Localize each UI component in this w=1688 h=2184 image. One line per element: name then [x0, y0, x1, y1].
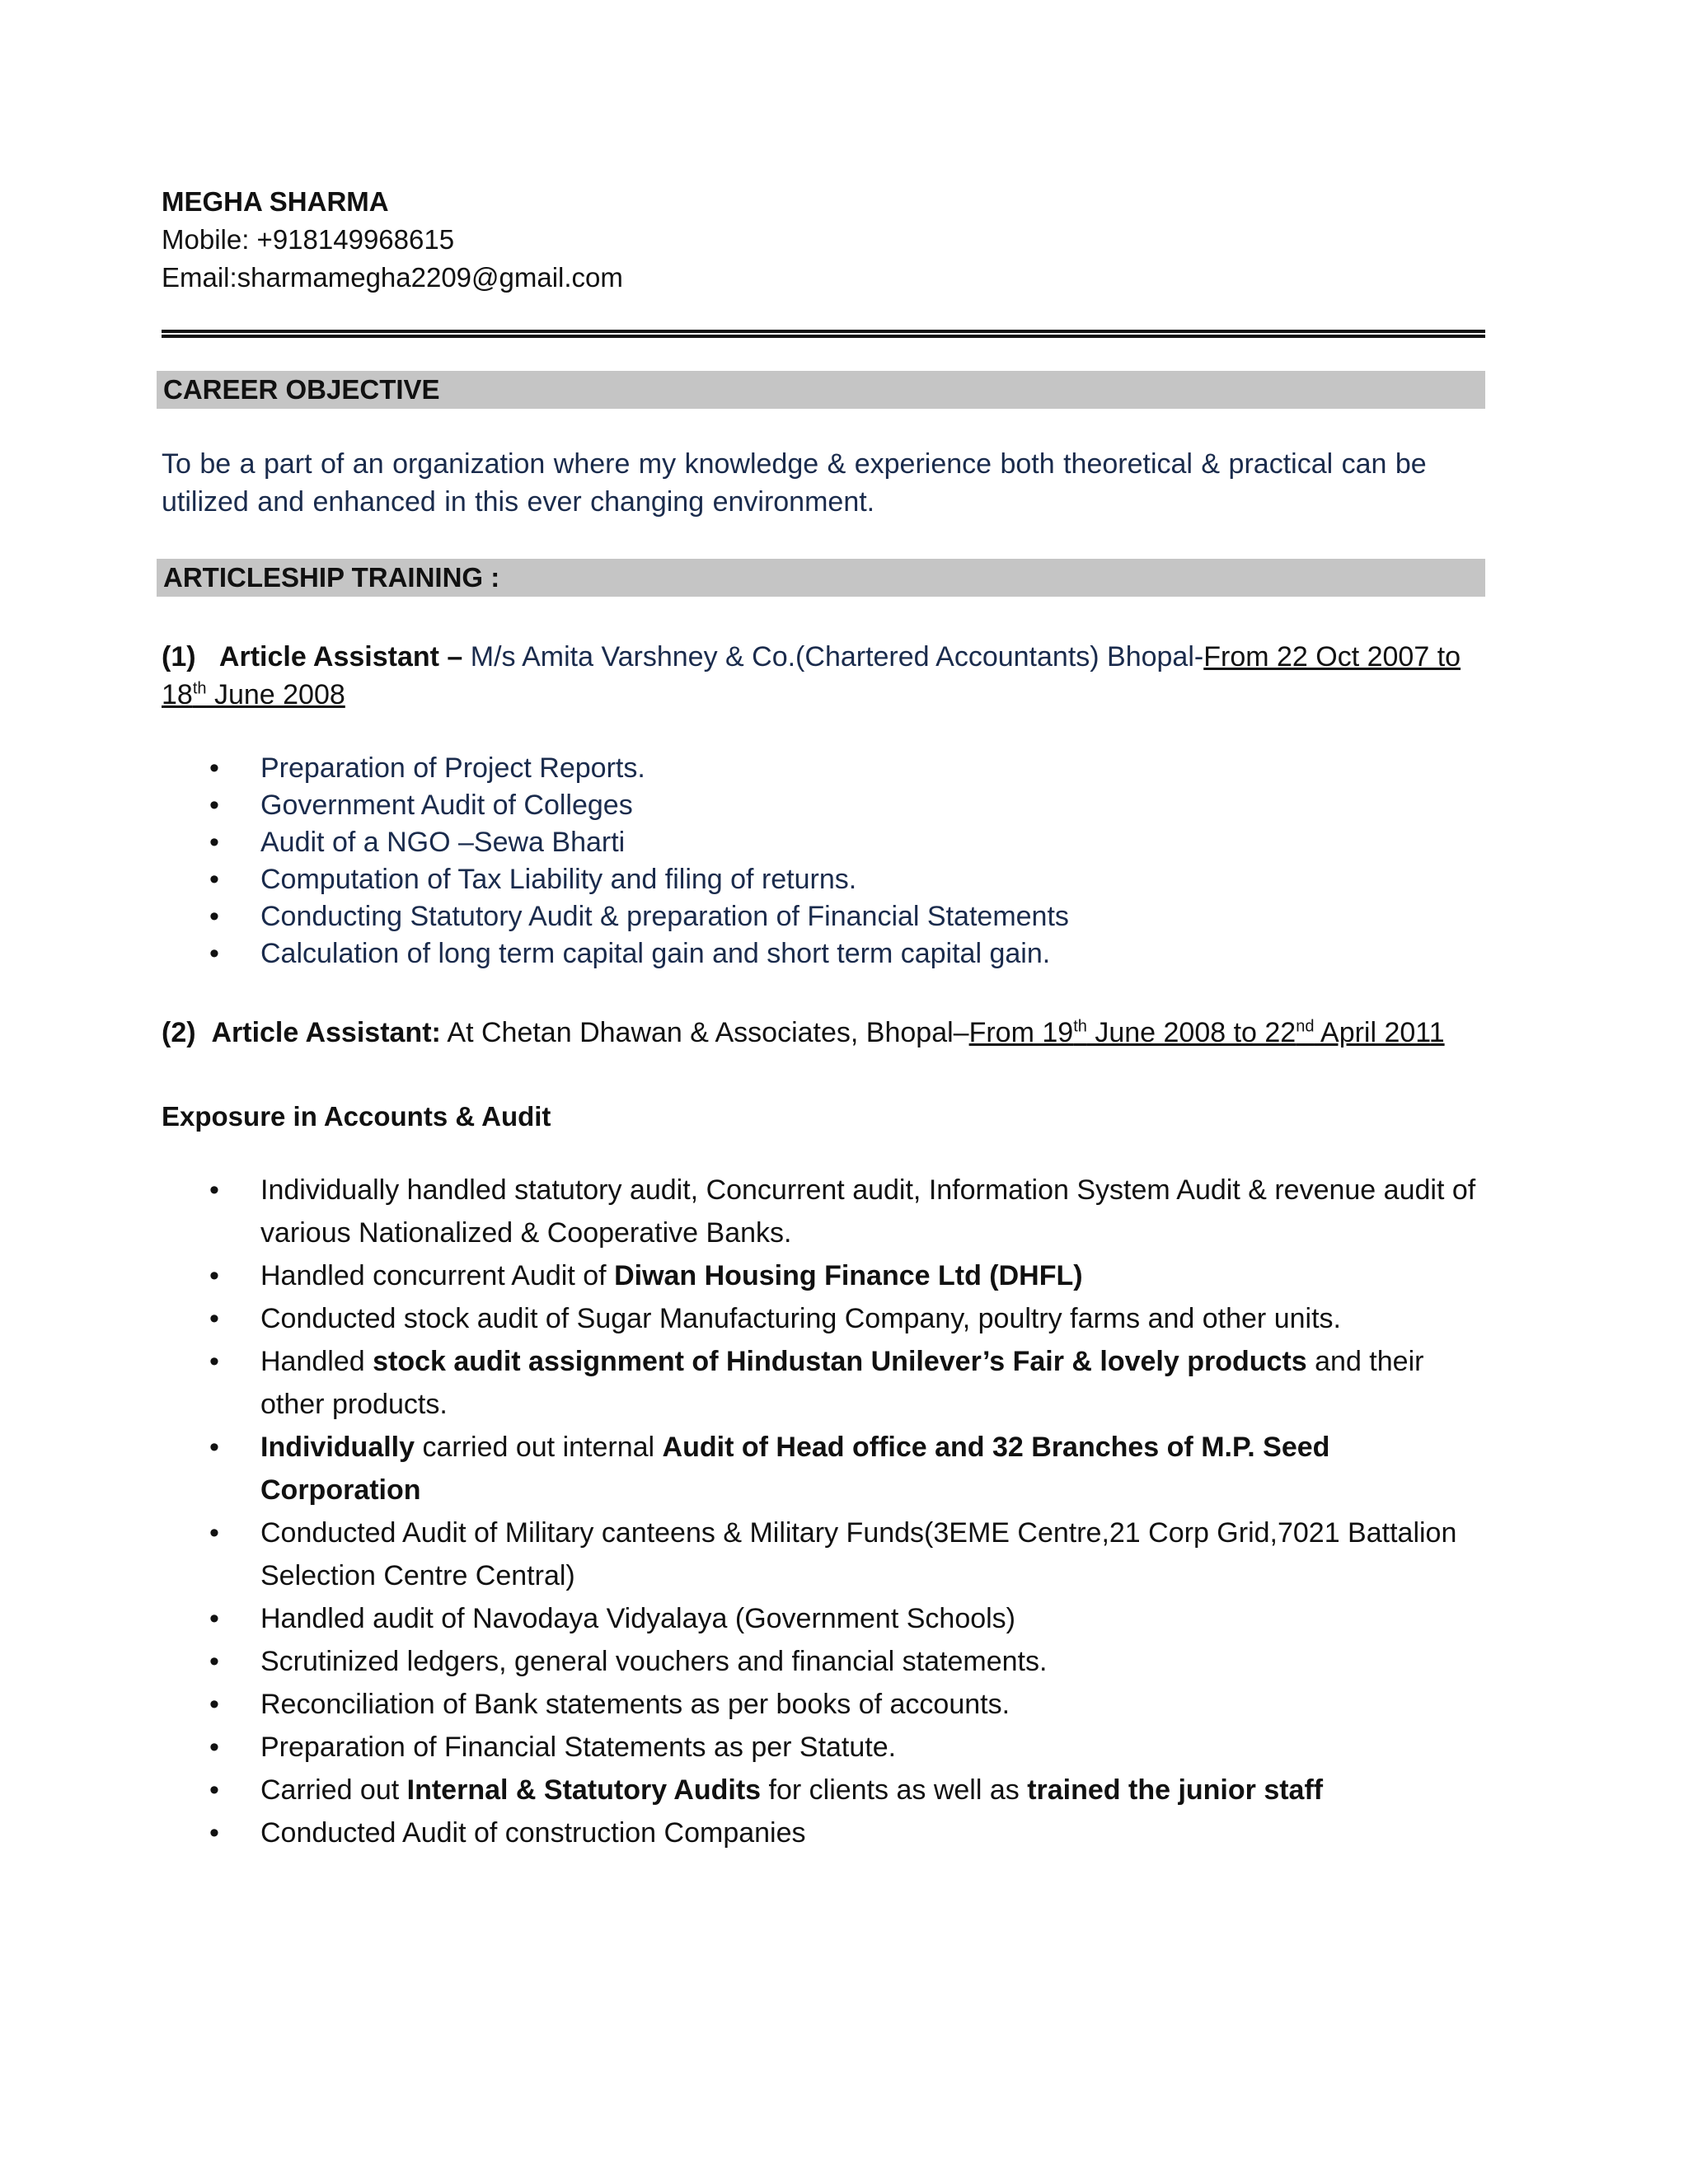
list-item [162, 1640, 1485, 1683]
articleship-entry-2 [162, 1014, 1485, 1052]
bullet-icon: • [209, 1646, 219, 1677]
bullet-icon: • [209, 1689, 219, 1720]
list-item-text: carried out internal [415, 1432, 663, 1463]
entry-organization: At Chetan Dhawan & Associates, Bhopal– [440, 1017, 969, 1048]
period-end: April 2011 [1314, 1017, 1445, 1048]
list-item-text: Computation of Tax Liability and filing of returns. [260, 864, 857, 895]
bullet-icon: • [209, 1517, 219, 1549]
period-ordinal: th [192, 679, 207, 698]
entry-role: Article Assistant: [211, 1017, 441, 1048]
list-item-text: Audit of Head office and 32 Branches of M.P. Seed Corporation [260, 1432, 1330, 1506]
list-item-text: Reconciliation of Bank statements as per books of accounts. [260, 1689, 1010, 1720]
bullet-icon: • [209, 1732, 219, 1763]
bullet-icon: • [209, 1174, 219, 1206]
list-item-text: for clients as well as [761, 1774, 1028, 1806]
period-end: June 2008 [206, 679, 345, 710]
mobile-number: Mobile: +918149968615 [162, 224, 455, 255]
bullet-icon: • [209, 1603, 219, 1634]
bullet-icon: • [209, 827, 219, 858]
list-item [162, 824, 1485, 861]
career-objective-heading: CAREER OBJECTIVE [157, 371, 1485, 409]
list-item [162, 898, 1485, 935]
list-item-text: Scrutinized ledgers, general vouchers and financial statements. [260, 1646, 1048, 1677]
period-start: From 19 [968, 1017, 1074, 1048]
list-item-text: Handled audit of Navodaya Vidyalaya (Government Schools) [260, 1603, 1016, 1634]
email-address: Email:sharmamegha2209@gmail.com [162, 262, 623, 293]
candidate-name: MEGHA SHARMA [162, 186, 389, 217]
bullet-icon: • [209, 901, 219, 932]
bullet-icon: • [209, 1817, 219, 1849]
bullet-icon: • [209, 1432, 219, 1463]
list-item-text: Conducted Audit of construction Companies [260, 1817, 806, 1849]
bullet-icon: • [209, 864, 219, 895]
bullet-icon: • [209, 1774, 219, 1806]
list-item [162, 1769, 1485, 1811]
list-item [162, 1340, 1485, 1426]
list-item-text: Conducted Audit of Military canteens & Military Funds(3EME Centre,21 Corp Grid,7021 Battalion Selection Centre Central) [260, 1517, 1457, 1591]
list-item [162, 750, 1485, 787]
list-item [162, 935, 1485, 972]
list-item-text: Handled [260, 1346, 373, 1377]
articleship-heading: ARTICLESHIP TRAINING : [157, 559, 1485, 597]
bullet-icon: • [209, 1260, 219, 1291]
list-item [162, 1811, 1485, 1854]
period-start: From 22 Oct 2007 to 18 [162, 641, 1461, 710]
list-item [162, 1254, 1485, 1297]
list-item-text: and their other products. [260, 1346, 1424, 1420]
list-item-text: Preparation of Financial Statements as per Statute. [260, 1732, 897, 1763]
entry-organization: M/s Amita Varshney & Co.(Chartered Accountants) Bhopal- [462, 641, 1204, 673]
list-item-text: stock audit assignment of Hindustan Unilever’s Fair & lovely products [373, 1346, 1307, 1377]
bullet-icon: • [209, 752, 219, 784]
list-item [162, 861, 1485, 898]
period-ordinal: th [1073, 1017, 1087, 1036]
list-item-text: Conducted stock audit of Sugar Manufacturing Company, poultry farms and other units. [260, 1303, 1341, 1334]
entry-role: Article Assistant – [218, 641, 463, 673]
list-item-text: Calculation of long term capital gain and short term capital gain. [260, 938, 1051, 969]
bullet-icon: • [209, 1346, 219, 1377]
list-item-text: Conducting Statutory Audit & preparation of Financial Statements [260, 901, 1069, 932]
list-item [162, 1297, 1485, 1340]
list-item-text: Diwan Housing Finance Ltd (DHFL) [614, 1260, 1083, 1291]
career-objective-text: To be a part of an organization where my knowledge & experience both theoretical & practical can be utilized and enhanced in this ever changing environment. [162, 448, 1427, 518]
list-item [162, 1726, 1485, 1769]
list-item [162, 1426, 1485, 1511]
list-item [162, 1683, 1485, 1726]
entry-number: (1) [162, 641, 196, 673]
list-item-text: Internal & Statutory Audits [406, 1774, 762, 1806]
list-item-text: Carried out [260, 1774, 407, 1806]
bullet-icon: • [209, 938, 219, 969]
header-divider [162, 330, 1485, 338]
list-item-text: Preparation of Project Reports. [260, 752, 645, 784]
entry-number: (2) [162, 1017, 196, 1048]
list-item [162, 1597, 1485, 1640]
resume-content [162, 183, 1485, 1854]
period-middle: June 2008 to 22 [1086, 1017, 1296, 1048]
list-item [162, 1169, 1485, 1254]
entry-period [969, 1017, 1445, 1048]
bullet-icon: • [209, 1303, 219, 1334]
list-item [162, 787, 1485, 824]
bullet-icon: • [209, 790, 219, 821]
exposure-heading: Exposure in Accounts & Audit [162, 1101, 551, 1132]
list-item-text: Government Audit of Colleges [260, 790, 633, 821]
list-item [162, 1511, 1485, 1597]
entry-1-task-list [162, 750, 1485, 972]
list-item-text: Audit of a NGO –Sewa Bharti [260, 827, 626, 858]
list-item-text: Individually handled statutory audit, Concurrent audit, Information System Audit & revenue audit of various Nationalized & Cooperative Banks. [260, 1174, 1476, 1249]
articleship-entry-1 [162, 638, 1485, 714]
list-item-text: trained the junior staff [1027, 1774, 1324, 1806]
exposure-list [162, 1169, 1485, 1854]
period-ordinal: nd [1296, 1017, 1315, 1036]
list-item-text: Handled concurrent Audit of [260, 1260, 615, 1291]
list-item-text: Individually [260, 1432, 415, 1463]
